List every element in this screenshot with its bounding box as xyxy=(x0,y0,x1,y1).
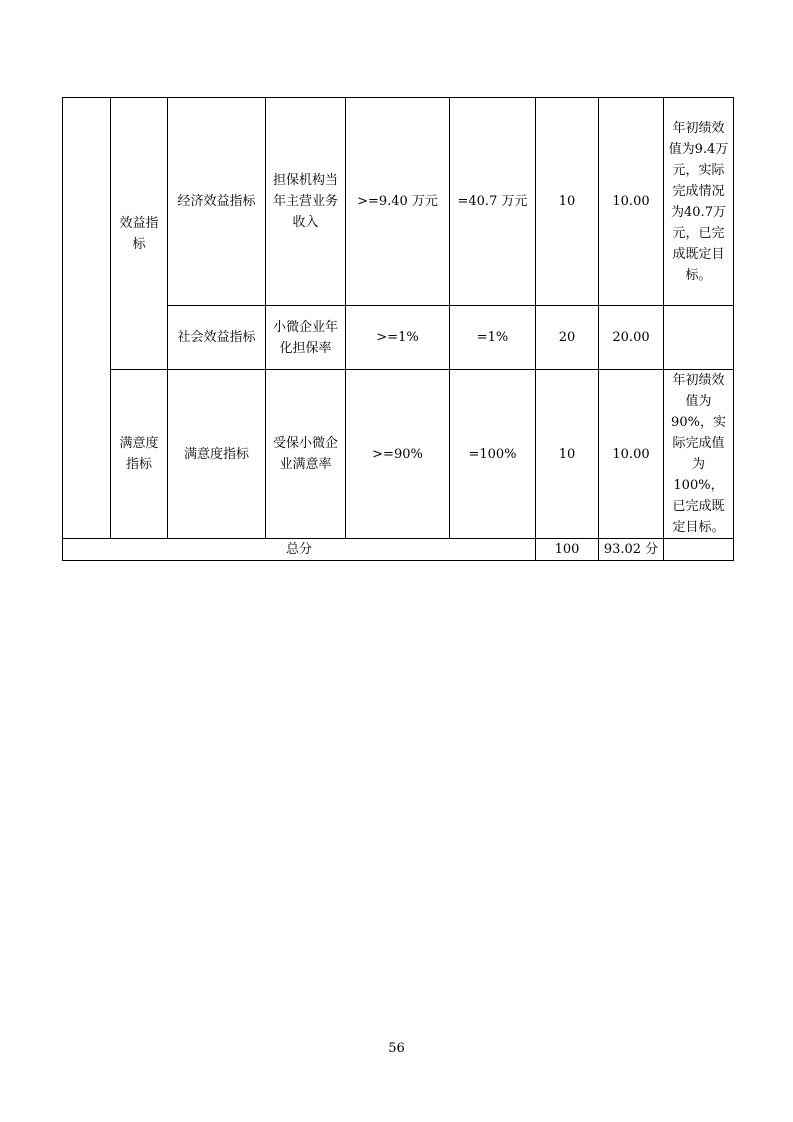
indicator-cell: 担保机构当年主营业务收入 xyxy=(266,98,346,306)
weight-cell: 10 xyxy=(536,370,599,539)
indicator-cell: 小微企业年化担保率 xyxy=(266,306,346,370)
subcategory-cell: 经济效益指标 xyxy=(168,98,266,306)
actual-cell: =1% xyxy=(450,306,536,370)
subcategory-cell: 社会效益指标 xyxy=(168,306,266,370)
weight-cell: 20 xyxy=(536,306,599,370)
score-cell: 10.00 xyxy=(599,98,664,306)
weight-cell: 10 xyxy=(536,98,599,306)
remark-cell xyxy=(664,306,734,370)
target-cell: >=1% xyxy=(346,306,450,370)
score-cell: 10.00 xyxy=(599,370,664,539)
table-row xyxy=(63,370,734,539)
target-cell: >=90% xyxy=(346,370,450,539)
remark-cell: 年初绩效值为9.4万元，实际完成情况为40.7万元，已完成既定目标。 xyxy=(664,98,734,306)
target-cell: >=9.40 万元 xyxy=(346,98,450,306)
total-score-cell: 93.02 分 xyxy=(599,539,664,561)
actual-cell: =40.7 万元 xyxy=(450,98,536,306)
level-one-cell xyxy=(63,98,111,539)
performance-table xyxy=(62,97,734,561)
total-row xyxy=(63,539,734,561)
page-number: 56 xyxy=(388,1041,405,1056)
actual-cell: =100% xyxy=(450,370,536,539)
remark-cell: 年初绩效值为90%，实际完成值为100%，已完成既定目标。 xyxy=(664,370,734,539)
indicator-cell: 受保小微企业满意率 xyxy=(266,370,346,539)
category-cell: 效益指标 xyxy=(111,98,168,370)
category-cell: 满意度指标 xyxy=(111,370,168,539)
total-remark-cell xyxy=(664,539,734,561)
table-row xyxy=(63,98,734,306)
total-label-cell: 总分 xyxy=(63,539,536,561)
total-weight-cell: 100 xyxy=(536,539,599,561)
subcategory-cell: 满意度指标 xyxy=(168,370,266,539)
score-cell: 20.00 xyxy=(599,306,664,370)
